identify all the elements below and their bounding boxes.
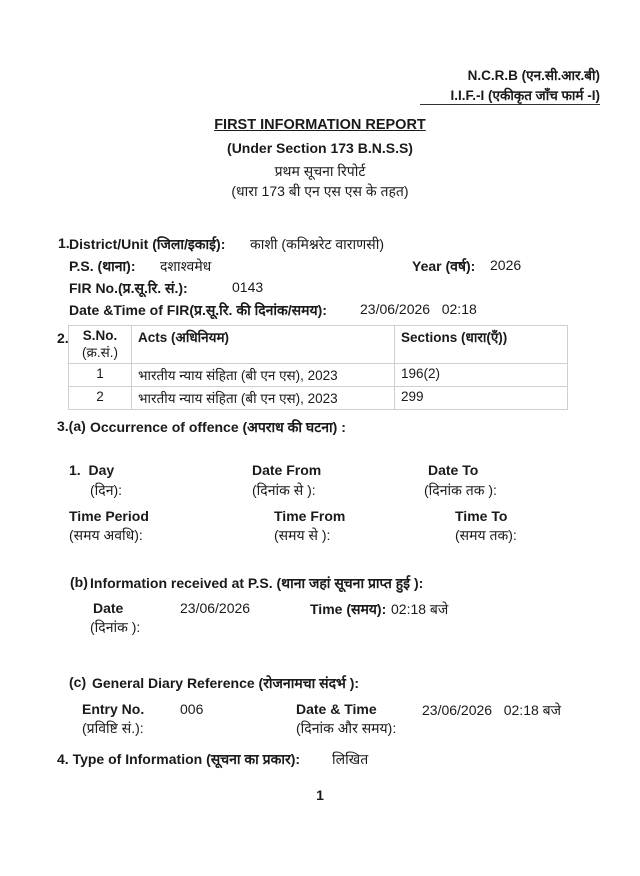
info-type-value: लिखित — [332, 751, 369, 767]
date-from-label-hi: (दिनांक से ): — [252, 482, 316, 498]
sno-header — [69, 326, 132, 364]
info-date-value: 23/06/2026 — [180, 600, 251, 616]
report-title-hindi: प्रथम सूचना रिपोर्ट — [274, 163, 366, 179]
district-value: काशी (कमिश्नरेट वाराणसी) — [250, 236, 385, 252]
info-type-label: 4. Type of Information (सूचना का प्रकार): — [57, 751, 301, 767]
report-section-hindi: (धारा 173 बी एन एस एस के तहत) — [231, 183, 409, 199]
time-from-label: Time From — [274, 508, 346, 524]
info-time-value: 02:18 बजे — [391, 601, 449, 617]
iif-header: I.I.F.-I (एकीकृत जाँच फार्म -I) — [450, 88, 600, 103]
report-title — [0, 116, 640, 133]
entry-no-label: Entry No. — [82, 701, 145, 717]
report-section: (Under Section 173 B.N.S.S) — [227, 140, 413, 156]
s1-number: 1. — [58, 235, 70, 251]
time-to-label-hi: (समय तक): — [455, 527, 517, 543]
gd-datetime-label-hi: (दिनांक और समय): — [296, 720, 397, 736]
info-date-label-hi: (दिनांक ): — [90, 619, 141, 635]
ps-value: दशाश्वमेध — [160, 258, 212, 274]
year-label: Year (वर्ष): — [412, 258, 476, 274]
fir-value: 0143 — [232, 279, 264, 295]
row-section: 196(2) — [395, 364, 568, 387]
s3c-label: (c) — [69, 674, 87, 690]
entry-no-value: 006 — [180, 701, 204, 717]
s3b-label: (b) — [70, 574, 88, 590]
date-to-label: Date To — [428, 462, 479, 478]
gd-datetime-label: Date & Time — [296, 701, 377, 717]
fir-label: FIR No.(प्र.सू.रि. सं.): — [69, 280, 188, 296]
entry-no-label-hi: (प्रविष्टि सं.): — [82, 720, 144, 736]
info-date-label: Date — [93, 600, 124, 616]
table-row — [69, 364, 568, 387]
ncrb-header: N.C.R.B (एन.सी.आर.बी) — [467, 68, 600, 83]
row-act: भारतीय न्याय संहिता (बी एन एस), 2023 — [132, 387, 395, 410]
district-label: District/Unit (जिला/इकाई): — [69, 236, 226, 252]
report-title-text: FIRST INFORMATION REPORT — [214, 117, 426, 133]
year-value: 2026 — [490, 257, 522, 273]
fir-datetime-value: 23/06/2026 02:18 — [360, 301, 477, 317]
occurrence-title: Occurrence of offence (अपराध की घटना) : — [90, 419, 346, 435]
date-from-label: Date From — [252, 462, 322, 478]
day-label: 1. Day — [69, 462, 115, 478]
ps-label: P.S. (थाना): — [69, 258, 136, 274]
gd-reference-title: General Diary Reference (रोजनामचा संदर्भ ): — [92, 675, 360, 691]
info-time-label: Time (समय): — [310, 601, 387, 617]
time-period-label: Time Period — [69, 508, 149, 524]
sno-header-hi: (क्र.सं.) — [82, 345, 118, 360]
row-act: भारतीय न्याय संहिता (बी एन एस), 2023 — [132, 364, 395, 387]
time-from-label-hi: (समय से ): — [274, 527, 331, 543]
time-period-label-hi: (समय अवधि): — [69, 527, 143, 543]
acts-table — [68, 325, 568, 410]
fir-datetime-label: Date &Time of FIR(प्र.सू.रि. की दिनांक/समय): — [69, 302, 327, 318]
sno-header-en: S.No. — [82, 328, 118, 343]
date-to-label-hi: (दिनांक तक ): — [424, 482, 497, 498]
s2-number: 2. — [57, 330, 69, 346]
row-section: 299 — [395, 387, 568, 410]
s3a-label: 3.(a) — [57, 418, 86, 434]
acts-header: Acts (अधिनियम) — [132, 326, 395, 364]
header-rule — [420, 104, 600, 105]
row-sno: 2 — [69, 387, 132, 410]
page-number: 1 — [316, 787, 324, 803]
gd-datetime-value: 23/06/2026 02:18 बजे — [422, 702, 562, 718]
time-to-label: Time To — [455, 508, 508, 524]
sections-header: Sections (धारा(एँ)) — [395, 326, 568, 364]
acts-table-header — [69, 326, 568, 364]
day-label-hi: (दिन): — [90, 482, 123, 498]
row-sno: 1 — [69, 364, 132, 387]
info-received-title: Information received at P.S. (थाना जहां सूचना प्राप्त हुई ): — [90, 575, 424, 591]
table-row — [69, 387, 568, 410]
